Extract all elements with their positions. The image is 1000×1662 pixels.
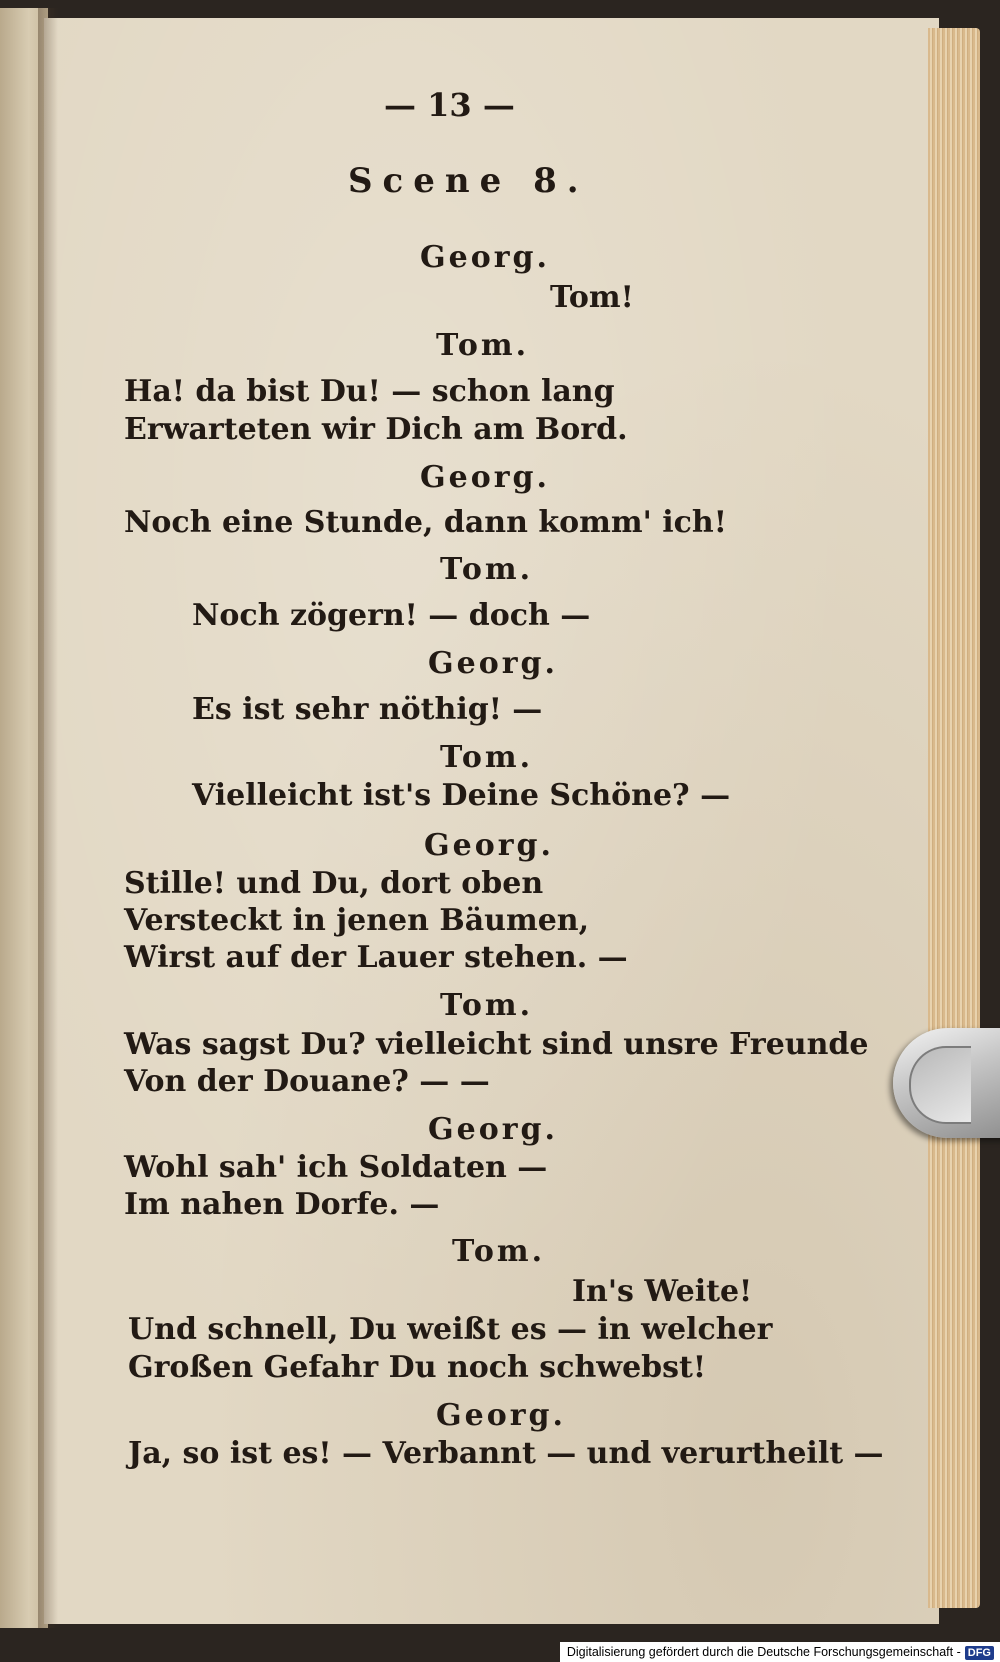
- dialogue-line: Wohl sah' ich Soldaten —: [124, 1150, 548, 1185]
- speaker-name: Tom.: [440, 988, 534, 1023]
- dialogue-line: Noch eine Stunde, dann komm' ich!: [124, 505, 727, 540]
- dialogue-line: Erwarteten wir Dich am Bord.: [124, 412, 628, 447]
- speaker-name: Tom.: [440, 740, 534, 775]
- scene-title: Scene 8.: [348, 161, 589, 201]
- dialogue-line: Stille! und Du, dort oben: [124, 866, 544, 901]
- dialogue-line: Ha! da bist Du! — schon lang: [124, 374, 615, 409]
- speaker-name: Tom.: [452, 1234, 546, 1269]
- dialogue-line: Versteckt in jenen Bäumen,: [124, 903, 590, 938]
- credit-text: Digitalisierung gefördert durch die Deutsche Forschungsgemeinschaft -: [566, 1645, 961, 1659]
- speaker-name: Tom.: [436, 328, 530, 363]
- dfg-logo: DFG: [965, 1646, 994, 1660]
- page-number: — 13 —: [384, 86, 515, 124]
- speaker-name: Georg.: [428, 1112, 558, 1147]
- dialogue-line: Von der Douane? — —: [124, 1064, 490, 1099]
- dialogue-line: Es ist sehr nöthig! —: [192, 692, 543, 727]
- dialogue-line: Im nahen Dorfe. —: [124, 1187, 440, 1222]
- dialogue-line: Und schnell, Du weißt es — in welcher: [128, 1312, 773, 1347]
- dialogue-line: Tom!: [550, 280, 634, 315]
- speaker-name: Tom.: [440, 552, 534, 587]
- dialogue-line: Großen Gefahr Du noch schwebst!: [128, 1350, 707, 1385]
- speaker-name: Georg.: [424, 828, 554, 863]
- dialogue-line: Noch zögern! — doch —: [192, 598, 591, 633]
- speaker-name: Georg.: [428, 646, 558, 681]
- dialogue-line: Ja, so ist es! — Verbannt — und verurtheilt —: [128, 1436, 884, 1471]
- speaker-name: Georg.: [436, 1398, 566, 1433]
- dialogue-line: Wirst auf der Lauer stehen. —: [124, 940, 628, 975]
- digitization-credit: [560, 1642, 1000, 1662]
- dialogue-line: Vielleicht ist's Deine Schöne? —: [192, 778, 731, 813]
- speaker-name: Georg.: [420, 460, 550, 495]
- dialogue-line: In's Weite!: [572, 1274, 753, 1309]
- dialogue-line: Was sagst Du? vielleicht sind unsre Freunde: [124, 1027, 869, 1062]
- speaker-name: Georg.: [420, 240, 550, 275]
